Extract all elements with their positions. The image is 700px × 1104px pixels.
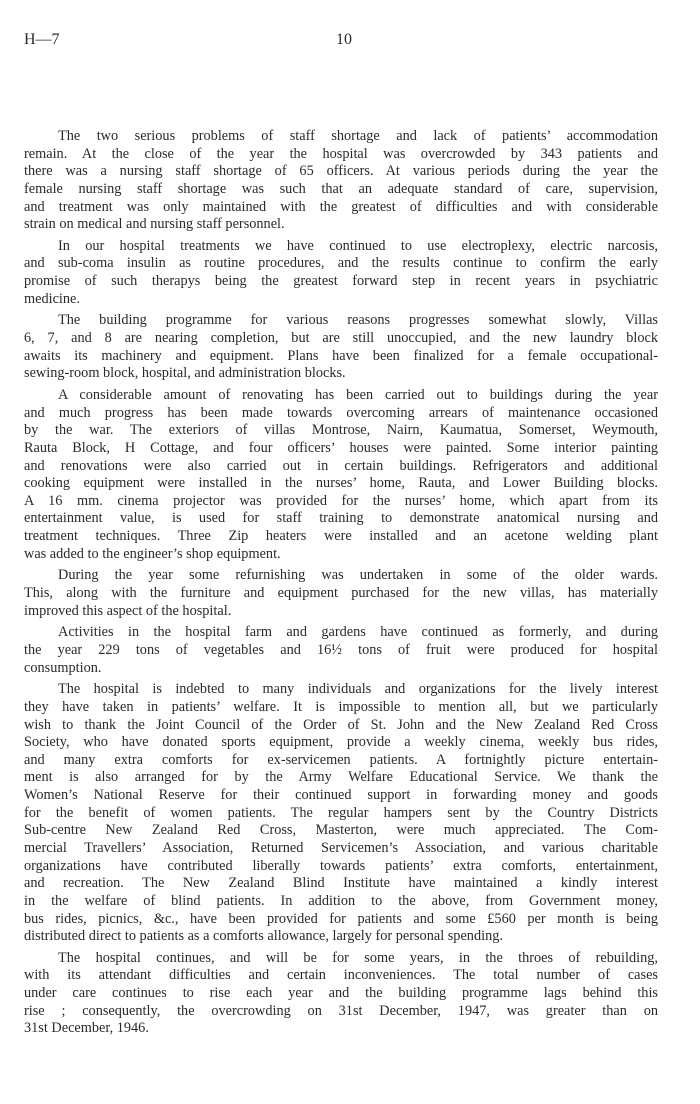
- text-line: ment is also arranged for by the Army Welfare Educational Service. We thank the: [24, 769, 658, 786]
- text-line: Women’s National Reserve for their continued support in forwarding money and goods: [24, 787, 658, 804]
- text-line: with its attendant difficulties and certain inconveniences. The total number of cases: [24, 967, 658, 984]
- text-line: remain. At the close of the year the hospital was overcrowded by 343 patients and: [24, 145, 658, 162]
- page-number: 10: [336, 31, 352, 48]
- text-line: Rauta Block, H Cottage, and four officers’ houses were painted. Some interior painting: [24, 439, 658, 456]
- text-line: promise of such therapys being the greatest forward step in recent years in psychiatric: [24, 273, 658, 290]
- paragraph: [24, 312, 658, 383]
- paragraph: [24, 950, 658, 1038]
- text-line: treatment techniques. Three Zip heaters were installed and an acetone welding plant: [24, 528, 658, 545]
- text-line: organizations have contributed liberally towards patients’ extra comforts, entertainment,: [24, 857, 658, 874]
- text-line: rise ; consequently, the overcrowding on 31st December, 1947, was greater than on: [24, 1002, 658, 1019]
- text-line: A 16 mm. cinema projector was provided for the nurses’ home, which apart from its: [24, 492, 658, 509]
- text-line: 6, 7, and 8 are nearing completion, but are still unoccupied, and the new laundry block: [24, 330, 658, 347]
- text-line: bus rides, picnics, &c., have been provided for patients and some £560 per month is being: [24, 910, 658, 927]
- text-line: under care continues to rise each year and the building programme lags behind this: [24, 985, 658, 1002]
- text-line: and much progress has been made towards overcoming arrears of maintenance occasioned: [24, 404, 658, 421]
- text-line: consumption.: [24, 659, 102, 676]
- text-line: The building programme for various reasons progresses somewhat slowly, Villas: [58, 312, 658, 329]
- text-line: was added to the engineer’s shop equipment.: [24, 545, 281, 562]
- text-line: Sub-centre New Zealand Red Cross, Masterton, were much appreciated. The Com-: [24, 822, 658, 839]
- document-code: H—7: [24, 31, 60, 48]
- text-line: in the welfare of blind patients. In addition to the above, from Government money,: [24, 892, 658, 909]
- text-line: and treatment was only maintained with the greatest of difficulties and with considerable: [24, 198, 658, 215]
- text-line: mercial Travellers’ Association, Returned Servicemen’s Association, and various charitable: [24, 839, 658, 856]
- text-line: medicine.: [24, 290, 80, 307]
- document-body: [24, 128, 658, 1038]
- text-line: This, along with the furniture and equipment purchased for the new villas, has materially: [24, 585, 658, 602]
- text-line: there was a nursing staff shortage of 65 officers. At various periods during the year the: [24, 163, 658, 180]
- paragraph: [24, 681, 658, 946]
- text-line: wish to thank the Joint Council of the Order of St. John and the New Zealand Red Cross: [24, 716, 658, 733]
- paragraph: [24, 567, 658, 620]
- text-line: distributed direct to patients as a comforts allowance, largely for personal spending.: [24, 928, 503, 945]
- text-line: sewing-room block, hospital, and administration blocks.: [24, 365, 346, 382]
- text-line: they have taken in patients’ welfare. It is impossible to mention all, but we particularly: [24, 698, 658, 715]
- text-line: The hospital continues, and will be for some years, in the throes of rebuilding,: [58, 949, 658, 966]
- text-line: awaits its machinery and equipment. Plans have been finalized for a female occupational-: [24, 347, 658, 364]
- paragraph: [24, 624, 658, 677]
- text-line: A considerable amount of renovating has been carried out to buildings during the year: [58, 386, 658, 403]
- paragraph: [24, 128, 658, 234]
- text-line: The hospital is indebted to many individuals and organizations for the lively interest: [58, 681, 658, 698]
- text-line: 31st December, 1946.: [24, 1020, 149, 1037]
- text-line: entertainment value, is used for staff training to demonstrate anatomical nursing and: [24, 510, 658, 527]
- text-line: and sub-coma insulin as routine procedures, and the results continue to confirm the early: [24, 255, 658, 272]
- paragraph: [24, 387, 658, 563]
- text-line: cooking equipment were installed in the nurses’ home, Rauta, and Lower Building blocks.: [24, 475, 658, 492]
- text-line: strain on medical and nursing staff personnel.: [24, 216, 285, 233]
- text-line: During the year some refurnishing was undertaken in some of the older wards.: [58, 567, 658, 584]
- text-line: improved this aspect of the hospital.: [24, 602, 232, 619]
- text-line: and renovations were also carried out in certain buildings. Refrigerators and additional: [24, 457, 658, 474]
- text-line: for the benefit of women patients. The regular hampers sent by the Country Districts: [24, 804, 658, 821]
- text-line: Activities in the hospital farm and gardens have continued as formerly, and during: [58, 624, 658, 641]
- text-line: In our hospital treatments we have continued to use electroplexy, electric narcosis,: [58, 237, 658, 254]
- paragraph: [24, 238, 658, 309]
- text-line: the year 229 tons of vegetables and 16½ tons of fruit were produced for hospital: [24, 641, 658, 658]
- text-line: Society, who have donated sports equipment, provide a weekly cinema, weekly bus rides,: [24, 734, 658, 751]
- text-line: and many extra comforts for ex-servicemen patients. A fortnightly picture entertain-: [24, 751, 658, 768]
- text-line: by the war. The exteriors of villas Montrose, Nairn, Kaumatua, Somerset, Weymouth,: [24, 422, 658, 439]
- text-line: The two serious problems of staff shortage and lack of patients’ accommodation: [58, 128, 658, 144]
- text-line: female nursing staff shortage was such that an adequate standard of care, supervision,: [24, 180, 658, 197]
- text-line: and recreation. The New Zealand Blind Institute have maintained a kindly interest: [24, 875, 658, 892]
